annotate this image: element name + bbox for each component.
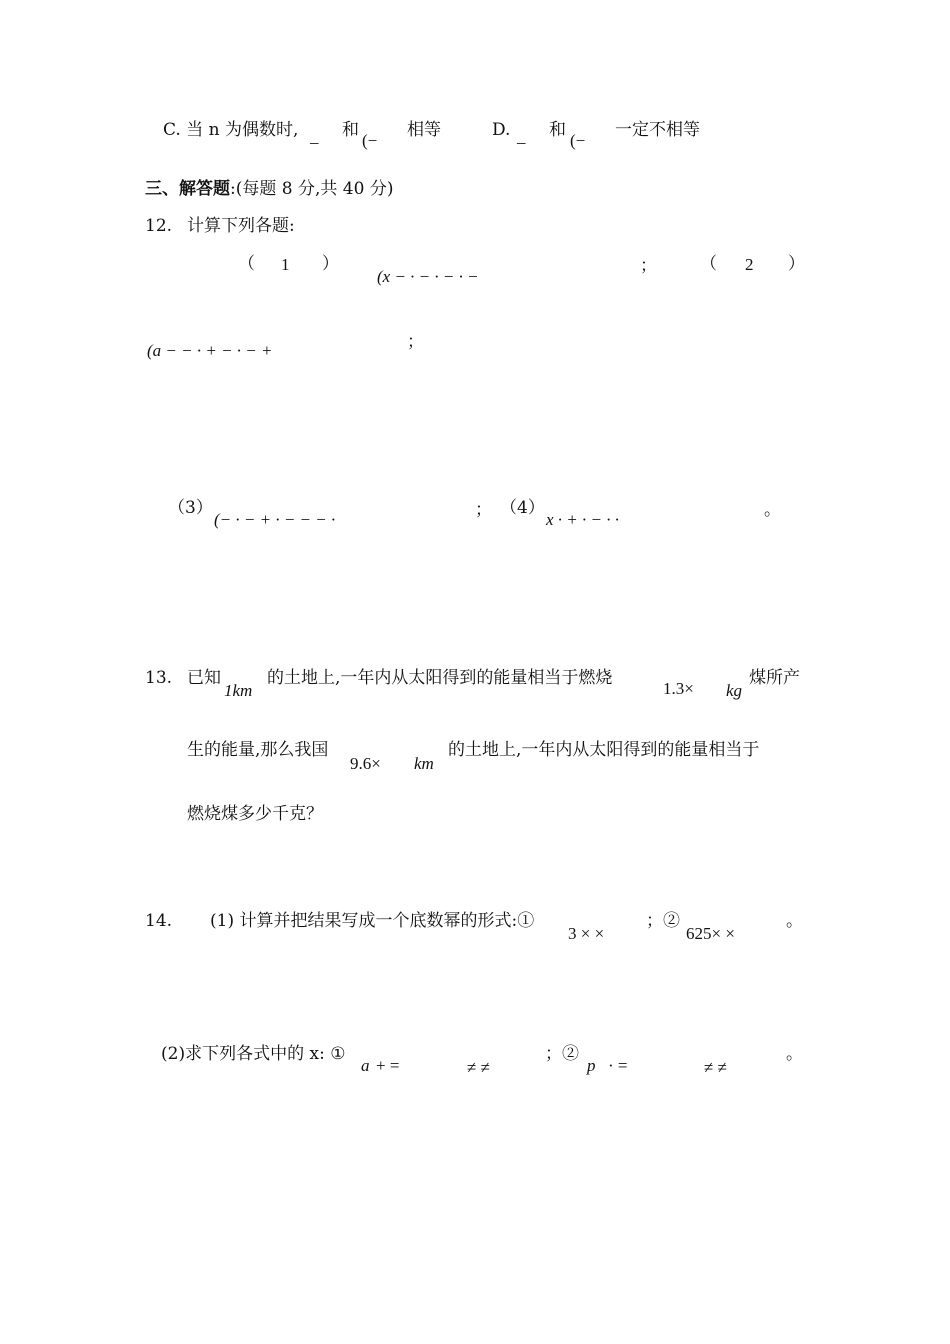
q13-area-1km: 1km [224, 681, 253, 700]
option-c-paren: (− [362, 131, 378, 150]
q12-p3-separator: ； [475, 500, 492, 520]
q14-part1-text: (1) 计算并把结果写成一个底数幂的形式:① [210, 911, 535, 931]
q12-p3-expression: (− · − + · − − − · [214, 510, 336, 529]
q12-p4-end: 。 [764, 500, 781, 520]
option-d-not-equal: 一定不相等 [615, 120, 700, 140]
q12-p1-label-open: （ [238, 254, 255, 274]
section-heading [145, 181, 393, 198]
option-c-equal: 相等 [407, 120, 441, 140]
option-d-blank: _ [517, 127, 526, 146]
section-title: 三、解答题 [145, 179, 230, 199]
option-d-label: D. [492, 120, 511, 140]
q12-p3-label: （3） [168, 498, 213, 518]
q13-line1-a: 已知 [187, 668, 221, 688]
q14-part2-text: (2)求下列各式中的 x: ① [161, 1044, 346, 1064]
option-c-and: 和 [342, 120, 359, 140]
q12-p2-expression: (a − − · + − · − + [147, 341, 273, 360]
q13-line3: 燃烧煤多少千克？ [187, 804, 323, 824]
q14-part1-expr1: 3 × × [568, 924, 605, 943]
q14-part1-expr2: 625× × [686, 924, 735, 943]
q14-part1-separator: ；② [646, 911, 680, 931]
q12-text: 计算下列各题: [187, 216, 295, 236]
q14-part2-end: 。 [786, 1044, 803, 1064]
q13-area-amount: 9.6× [350, 754, 381, 773]
q12-p1-separator: ； [640, 256, 657, 276]
option-c-label: C. 当 n 为偶数时, [163, 120, 299, 140]
q12-p1-expression: (x − · − · − · − [377, 267, 479, 286]
q14-number: 14. [145, 911, 173, 931]
q13-unit-km: km [414, 754, 434, 773]
q13-coal-amount: 1.3× [663, 679, 694, 698]
option-c-blank: _ [310, 127, 319, 146]
q12-p2-separator: ； [407, 332, 424, 352]
q12-p1-label-num: 1 [281, 255, 290, 274]
q12-p4-label: （4） [500, 498, 545, 518]
q13-line1-b: 的土地上,一年内从太阳得到的能量相当于燃烧 [267, 668, 613, 688]
q12-p2-label-num: 2 [745, 255, 754, 274]
option-d-and: 和 [549, 120, 566, 140]
q14-part2-expr2-cond: ≠ ≠ [704, 1058, 727, 1077]
q13-line1-c: 煤所产 [749, 668, 800, 688]
q13-number: 13. [145, 668, 173, 688]
q13-line2-a: 生的能量,那么我国 [187, 740, 329, 760]
q14-part2-separator: ；② [545, 1044, 579, 1064]
q14-part2-expr1-eq: + = [376, 1056, 400, 1075]
section-note: :(每题 8 分,共 40 分) [230, 179, 394, 199]
q12-p4-expression: x · + · − · · [546, 510, 619, 529]
q13-line2-b: 的土地上,一年内从太阳得到的能量相当于 [448, 740, 760, 760]
q13-unit-kg: kg [726, 681, 743, 700]
q12-p2-label-open: （ [700, 254, 717, 274]
option-d-paren: (− [570, 131, 586, 150]
q14-part1-end: 。 [786, 911, 803, 931]
q12-p2-label-close: ） [788, 254, 805, 274]
q14-part2-expr2-var: p [587, 1056, 596, 1075]
q12-number: 12. [145, 216, 173, 236]
q14-part2-expr1-cond: ≠ ≠ [467, 1058, 490, 1077]
q14-part2-expr2-eq: · = [608, 1056, 628, 1075]
q14-part2-expr1-var: a [361, 1056, 370, 1075]
q12-p1-label-close: ） [322, 254, 339, 274]
